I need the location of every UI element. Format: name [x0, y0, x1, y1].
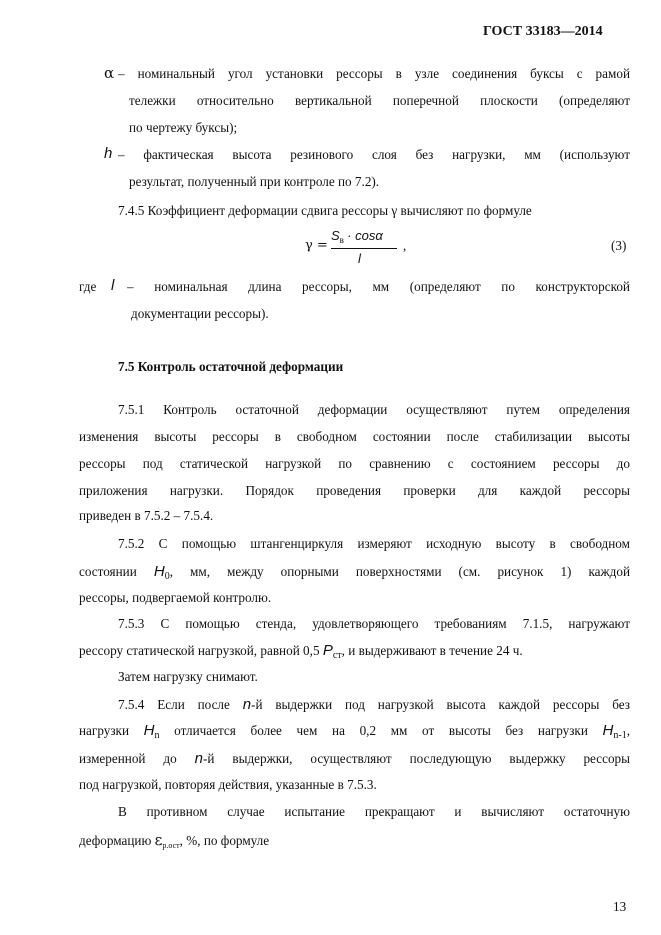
paragraph-7-4-5: 7.4.5 Коэффициент деформации сдвига рессоры γ вычисляют по формуле: [118, 203, 532, 218]
p751-line-3: [79, 456, 630, 472]
text: , мм, между опорными поверхностями (см. рисунок 1) каждой: [169, 564, 631, 579]
formula-number: (3): [611, 238, 627, 253]
epsilon-letter: ε: [154, 831, 163, 849]
h0-subscript: 0: [164, 571, 170, 582]
p754-line-2: [79, 722, 630, 741]
text: – номинальный угол установки рессоры в узле соединения буксы с рамой: [118, 66, 630, 81]
text: 7.5.2 С помощью штангенциркуля измеряют исходную высоту в свободном: [118, 536, 630, 551]
p751-line-1: [118, 402, 630, 418]
text: -й выдержки под нагрузкой высота каждой рессоры без: [251, 697, 631, 712]
n-symbol: n: [242, 696, 252, 713]
text: деформацию: [79, 833, 152, 848]
text: рессоры под статической нагрузкой по сравнению с состоянием рессоры до: [79, 456, 630, 471]
p753-line-1: [118, 616, 630, 632]
formula-lhs: γ =: [305, 238, 328, 253]
numerator-subscript: в: [339, 235, 344, 245]
p754-line-1: [118, 696, 630, 713]
text: В противном случае испытание прекращают и вычисляют остаточную: [118, 804, 630, 819]
p752-line-1: [118, 536, 630, 552]
p753-line-2: [79, 642, 523, 661]
text: , и выдерживают в течение 24 ч.: [341, 643, 523, 658]
l-symbol: l: [111, 277, 115, 294]
p754-line-3: [79, 750, 630, 767]
text: состоянии: [79, 564, 137, 579]
alpha-definition-line-1: [118, 66, 630, 82]
where-prefix: где: [79, 279, 97, 294]
text: ,: [626, 723, 631, 738]
hn-symbol: [143, 722, 160, 741]
text: измеренной до: [79, 751, 177, 766]
pst-symbol: [322, 642, 342, 661]
else-line-2: [79, 831, 269, 850]
p752-line-2: [79, 563, 630, 582]
fraction-bar: [331, 248, 397, 249]
text: отличается более чем на 0,2 мм от высоты без нагрузки: [174, 723, 588, 738]
h-definition-line-2: результат, полученный при контроле по 7.2).: [129, 174, 380, 189]
epsilon-subscript: р.ост: [162, 841, 180, 850]
numerator-rest: · cosα: [347, 228, 383, 243]
h-symbol: h: [104, 145, 113, 162]
text: 7.5.3 С помощью стенда, удовлетворяющего требованиям 7.1.5, нагружают: [118, 616, 630, 631]
h0-symbol: [153, 563, 170, 582]
text: 7.5.4 Если после: [118, 697, 230, 712]
h-definition-line-1: [118, 147, 630, 163]
text: приложения нагрузки. Порядок проведения проверки для каждой рессоры: [79, 483, 630, 498]
p751-line-2: [79, 429, 630, 445]
p754-line-4: под нагрузкой, повторяя действия, указанные в 7.5.3.: [79, 777, 377, 792]
p-letter: P: [322, 642, 333, 659]
formula-comma: ,: [403, 238, 407, 253]
page-number: 13: [613, 899, 627, 914]
p751-line-5: приведен в 7.5.2 – 7.5.4.: [79, 508, 214, 523]
alpha-definition-line-3: по чертежу буксы);: [129, 120, 238, 135]
p751-line-4: [79, 483, 630, 499]
hn-letter: H: [143, 722, 155, 739]
where-line-1: [127, 279, 630, 295]
hn1-symbol: [602, 722, 627, 741]
document-code: ГОСТ 33183—2014: [483, 24, 603, 39]
text: тележки относительно вертикальной поперечной плоскости (определяют: [129, 93, 630, 108]
text: изменения высоты рессоры в свободном состоянии после стабилизации высоты: [79, 429, 630, 444]
p753-line-3: Затем нагрузку снимают.: [118, 669, 258, 684]
hn1-subscript: n-1: [613, 730, 627, 741]
text: – фактическая высота резинового слоя без нагрузки, мм (используют: [118, 147, 630, 162]
hn1-letter: H: [602, 722, 614, 739]
where-line-2: документации рессоры).: [131, 306, 269, 321]
text: рессору статической нагрузкой, равной 0,5: [79, 643, 320, 658]
text: -й выдержки, осуществляют последующую выдержку рессоры: [202, 751, 630, 766]
text: – номинальная длина рессоры, мм (определяют по конструкторской: [127, 279, 630, 294]
p752-line-3: рессоры, подвергаемой контролю.: [79, 590, 272, 605]
numerator-s: S: [331, 228, 340, 243]
text: 7.5.1 Контроль остаточной деформации осуществляют путем определения: [118, 402, 630, 417]
formula-denominator: l: [358, 251, 361, 266]
epsilon-symbol: [155, 833, 180, 848]
alpha-symbol: α: [104, 64, 115, 82]
section-title: 7.5 Контроль остаточной деформации: [118, 359, 344, 374]
p-subscript: ст: [332, 650, 342, 661]
hn-subscript: n: [154, 730, 160, 741]
h0-letter: H: [153, 563, 165, 580]
formula-numerator: [331, 228, 383, 245]
n-symbol: n: [194, 750, 203, 767]
text: нагрузки: [79, 723, 130, 738]
else-line-1: [118, 804, 630, 820]
alpha-definition-line-2: [129, 93, 630, 109]
text: , %, по формуле: [179, 833, 270, 848]
